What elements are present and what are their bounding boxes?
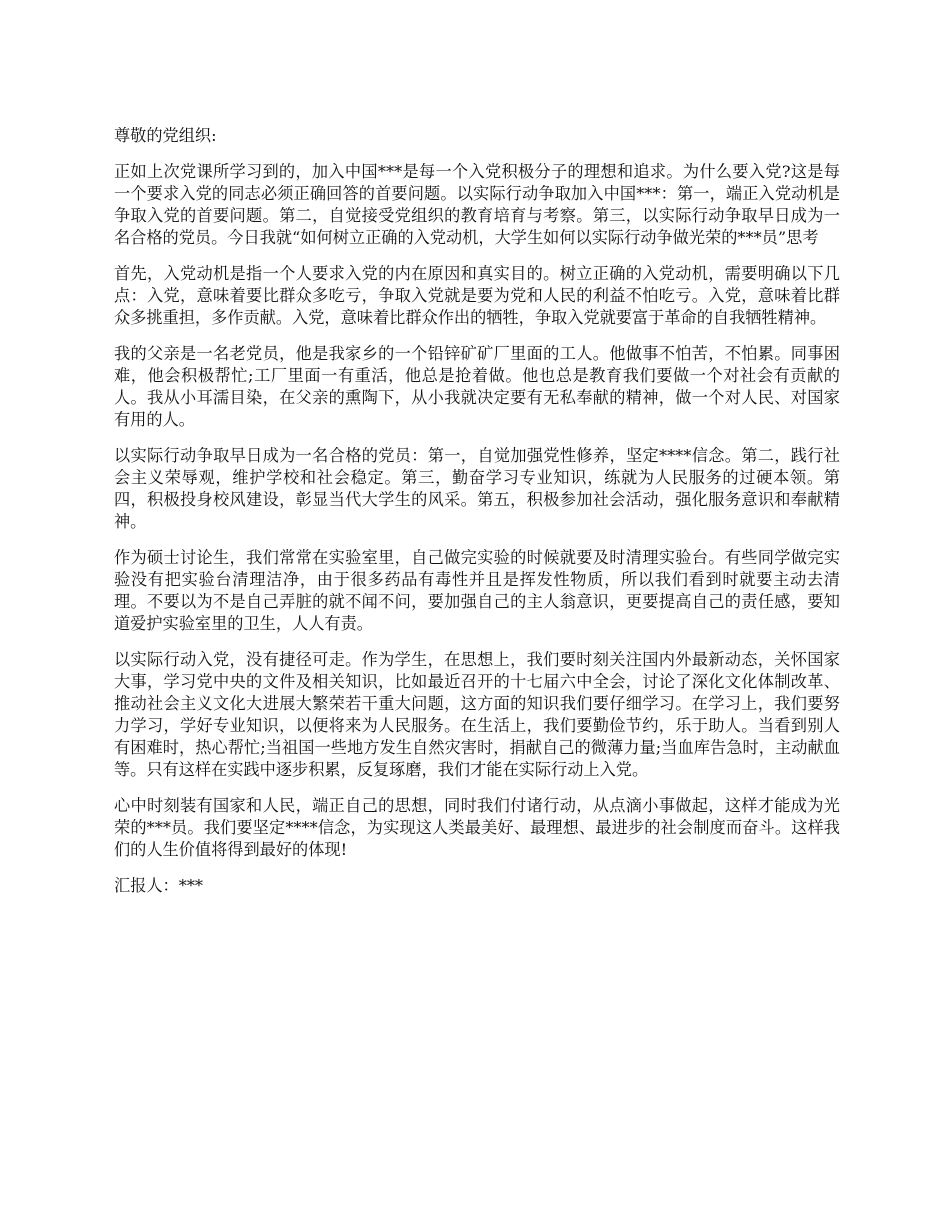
- signature: 汇报人：***: [114, 876, 204, 895]
- paragraph-4: 以实际行动争取早日成为一名合格的党员：第一，自觉加强党性修养，坚定****信念。第二，践行社会主义荣辱观，维护学校和社会稳定。第三，勤奋学习专业知识，练就为人民服务的过硬本领。第四，积极投身校风建设，彰显当代大学生的风采。第五，积极参加社会活动，强化服务意识和奉献精神。: [114, 446, 840, 531]
- paragraph-2: 首先，入党动机是指一个人要求入党的内在原因和真实目的。树立正确的入党动机，需要明确以下几点：入党，意味着要比群众多吃亏，争取入党就是要为党和人民的利益不怕吃亏。入党，意味着比群众多挑重担，多作贡献。入党，意味着比群众作出的牺牲，争取入党就要富于革命的自我牺牲精神。: [114, 264, 840, 327]
- paragraph-5: 作为硕士讨论生，我们常常在实验室里，自己做完实验的时候就要及时清理实验台。有些同学做完实验没有把实验台清理洁净，由于很多药品有毒性并且是挥发性物质，所以我们看到时就要主动去清理。不要以为不是自己弄脏的就不闻不问，要加强自己的主人翁意识，更要提高自己的责任感，要知道爱护实验室里的卫生，人人有责。: [114, 548, 840, 633]
- paragraph-3: 我的父亲是一名老党员，他是我家乡的一个铅锌矿矿厂里面的工人。他做事不怕苦，不怕累。同事困难，他会积极帮忙;工厂里面一有重活，他总是抢着做。他也总是教育我们要做一个对社会有贡献的人。我从小耳濡目染，在父亲的熏陶下，从小我就决定要有无私奉献的精神，做一个对人民、对国家有用的人。: [114, 344, 840, 429]
- paragraph-7: 心中时刻装有国家和人民，端正自己的思想，同时我们付诸行动，从点滴小事做起，这样才能成为光荣的***员。我们要坚定****信念，为实现这人类最美好、最理想、最进步的社会制度而奋斗。这样我们的人生价值将得到最好的体现!: [114, 796, 840, 859]
- paragraph-6: 以实际行动入党，没有捷径可走。作为学生，在思想上，我们要时刻关注国内外最新动态，关怀国家大事，学习党中央的文件及相关知识，比如最近召开的十七届六中全会，讨论了深化文化体制改革、推动社会主义文化大进展大繁荣若干重大问题，这方面的知识我们要仔细学习。在学习上，我们要努力学习，学好专业知识，以便将来为人民服务。在生活上，我们要勤俭节约，乐于助人。当看到别人有困难时，热心帮忙;当祖国一些地方发生自然灾害时，捐献自己的微薄力量;当血库告急时，主动献血等。只有这样在实践中逐步积累，反复琢磨，我们才能在实际行动上入党。: [114, 650, 840, 779]
- salutation: 尊敬的党组织:: [114, 126, 217, 145]
- paragraph-1: 正如上次党课所学习到的，加入中国***是每一个入党积极分子的理想和追求。为什么要入党?这是每一个要求入党的同志必须正确回答的首要问题。以实际行动争取加入中国***：第一，端正入党动机是争取入党的首要问题。第二，自觉接受党组织的教育培育与考察。第三，以实际行动争取早日成为一名合格的党员。今日我就“如何树立正确的入党动机，大学生如何以实际行动争做光荣的***员”思考: [114, 162, 840, 247]
